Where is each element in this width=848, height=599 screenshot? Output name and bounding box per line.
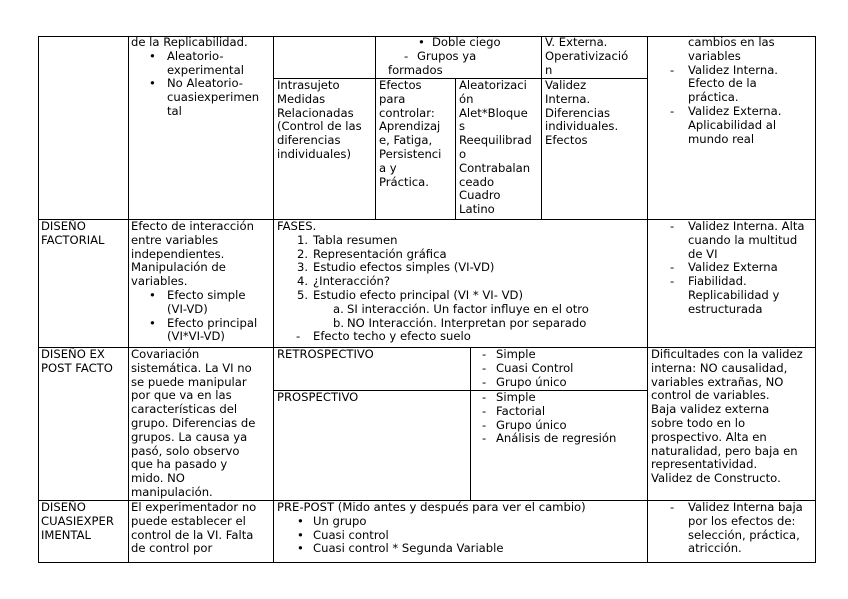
- note-text: Efecto techo y efecto suelo: [313, 329, 471, 344]
- bullet-marker: •: [149, 48, 156, 63]
- list-item: [482, 362, 573, 376]
- phases-title: FASES.: [277, 219, 317, 233]
- subphase-text: SI interacción. Un factor influye en el otro: [347, 301, 589, 316]
- dash-marker: -: [296, 329, 301, 344]
- dash-marker: -: [482, 374, 487, 389]
- list-item-text: Grupo único: [496, 374, 567, 389]
- list-item: [482, 348, 536, 362]
- design-name: DISEÑO EX POST FACTO: [41, 347, 113, 375]
- bullet-marker: •: [149, 315, 156, 330]
- list-item-text: Simple: [496, 347, 536, 361]
- list-item: [297, 542, 504, 556]
- phase-text: Estudio efecto principal (VI * VI- VD): [313, 288, 523, 302]
- bullet-marker: •: [149, 76, 156, 91]
- list-item: [670, 501, 803, 556]
- dash-marker: -: [482, 390, 487, 404]
- dash-marker: -: [670, 274, 675, 289]
- list-item-text: Factorial: [496, 403, 546, 418]
- list-item-text: Grupo único: [496, 417, 567, 432]
- phase-text: Estudio efectos simples (VI-VD): [313, 260, 495, 275]
- phase-number: 4.: [297, 274, 309, 289]
- dash-marker: -: [482, 403, 487, 418]
- retrospective-label: RETROSPECTIVO: [277, 347, 374, 361]
- phase-text: Representación gráfica: [313, 246, 447, 261]
- list-item: [670, 220, 804, 261]
- phase-text: Tabla resumen: [313, 232, 398, 247]
- list-item-text: Validez Externa: [688, 260, 778, 275]
- bullet-marker: •: [297, 513, 304, 528]
- phase-item: [297, 289, 523, 303]
- bullet-marker: •: [149, 288, 156, 302]
- list-item: [670, 275, 779, 316]
- list-item-text: Grupos ya formados: [388, 48, 477, 77]
- list-item: [670, 105, 781, 146]
- list-item: [482, 376, 567, 390]
- bullet-marker: •: [297, 527, 304, 542]
- design-description: El experimentador no puede establecer el control de la VI. Falta de control por: [131, 500, 257, 556]
- list-item-text: Análisis de regresión: [496, 431, 617, 446]
- table-border: [38, 562, 816, 563]
- design-name: DISEÑO CUASIEXPER IMENTAL: [41, 500, 114, 542]
- row-summary-text: de la Replicabilidad.: [131, 35, 248, 49]
- table-border: [541, 36, 542, 219]
- list-item-text: Un grupo: [313, 513, 367, 528]
- list-item: [388, 50, 476, 78]
- table-border: [470, 347, 471, 500]
- list-item: [149, 50, 244, 78]
- techniques-cell: Aleatorizaci ón Alet*Bloque s Reequilibrad o Contrabalan ceado Cuadro Latino: [459, 78, 532, 217]
- dash-marker: -: [482, 347, 487, 361]
- bullet-marker: •: [418, 35, 425, 49]
- list-item: [149, 289, 246, 317]
- list-item: [482, 391, 536, 405]
- table-border: [128, 36, 129, 563]
- subphase-item: [333, 303, 589, 317]
- list-item-text: Cuasi control: [313, 527, 389, 542]
- validity-text: Dificultades con la validez interna: NO causalidad, variables extrañas, NO control de variables. Baja validez externa sobre todo en lo prospectivo. Alta en naturalidad, pero baja en representatividad. Validez de Constructo.: [651, 347, 803, 486]
- design-description: Efecto de interacción entre variables independientes. Manipulación de variables.: [131, 219, 254, 289]
- external-validity-cell: V. Externa. Operativizació n: [545, 35, 629, 77]
- table-border: [455, 78, 456, 219]
- phase-item: [297, 234, 397, 248]
- dash-marker: -: [482, 431, 487, 446]
- evaluation-text: cambios en las variables: [688, 35, 775, 63]
- list-item: [482, 419, 567, 433]
- list-item-text: Aleatorio- experimental: [167, 48, 244, 77]
- list-item: [149, 317, 257, 345]
- list-item: [482, 405, 545, 419]
- dash-marker: -: [670, 260, 675, 275]
- table-border: [273, 36, 274, 563]
- dash-marker: -: [670, 104, 675, 118]
- design-name: DISEÑO FACTORIAL: [41, 219, 105, 247]
- dash-marker: -: [670, 62, 675, 77]
- table-border: [815, 36, 816, 563]
- note-item: [296, 330, 471, 344]
- subphase-item: [333, 317, 586, 331]
- phase-number: 3.: [297, 260, 309, 275]
- dash-marker: -: [670, 500, 675, 514]
- prospective-label: PROSPECTIVO: [277, 390, 359, 404]
- internal-validity-cell: Validez Interna. Diferencias individuales. Efectos: [545, 78, 619, 148]
- list-item: [418, 36, 501, 50]
- dash-marker: -: [670, 219, 675, 233]
- phase-number: 5.: [297, 288, 309, 302]
- phase-number: 1.: [297, 232, 309, 247]
- list-item-text: Validez Interna. Efecto de la práctica.: [688, 62, 778, 105]
- list-item-text: Fiabilidad. Replicabilidad y estructurada: [688, 274, 780, 316]
- table-border: [647, 36, 648, 563]
- phase-number: 2.: [297, 246, 309, 261]
- bullet-marker: •: [297, 541, 304, 556]
- list-item-text: Cuasi Control: [496, 360, 574, 375]
- dash-marker: -: [482, 360, 487, 375]
- list-item-text: Simple: [496, 390, 536, 404]
- subphase-letter: b.: [333, 315, 345, 330]
- prepost-title: PRE-POST (Mido antes y después para ver el cambio): [277, 500, 586, 514]
- list-item-text: Validez Externa. Aplicabilidad al mundo real: [688, 104, 782, 146]
- list-item-text: Validez Interna. Alta cuando la multitud de VI: [688, 219, 805, 261]
- list-item: [149, 77, 259, 118]
- list-item: [482, 432, 616, 446]
- subphase-letter: a.: [333, 301, 344, 316]
- list-item-text: Efecto simple (VI-VD): [167, 288, 246, 316]
- subphase-text: NO Interacción. Interpretan por separado: [347, 315, 587, 330]
- table-border: [38, 36, 39, 563]
- dash-marker: -: [482, 417, 487, 432]
- list-item-text: Validez Interna baja por los efectos de: selección, práctica, atricción.: [688, 500, 803, 556]
- table-border: [375, 36, 376, 219]
- list-item: [297, 529, 389, 543]
- phase-item: [297, 275, 390, 289]
- list-item-text: Efecto principal (VI*VI-VD): [167, 315, 258, 344]
- list-item: [297, 515, 366, 529]
- list-item-text: Cuasi control * Segunda Variable: [313, 541, 504, 556]
- intrasujeto-cell: Intrasujeto Medidas Relacionadas (Control de las diferencias individuales): [277, 78, 362, 161]
- dash-marker: -: [404, 48, 409, 63]
- phase-item: [297, 261, 494, 275]
- design-description: Covariación sistemática. La VI no se puede manipular por que va en las características del grupo. Diferencias de grupos. La causa ya pasó, solo observo que ha pasado y mido. NO manipulación.: [131, 347, 256, 499]
- list-item: [670, 261, 778, 275]
- list-item-text: Doble ciego: [432, 35, 501, 49]
- phase-text: ¿Interacción?: [313, 274, 391, 289]
- phase-item: [297, 248, 447, 262]
- list-item-text: No Aleatorio- cuasiexperimen tal: [167, 76, 260, 118]
- effects-cell: Efectos para controlar: Aprendizaj e, Fatiga, Persistenci a y Práctica.: [379, 78, 442, 189]
- list-item: [670, 64, 778, 105]
